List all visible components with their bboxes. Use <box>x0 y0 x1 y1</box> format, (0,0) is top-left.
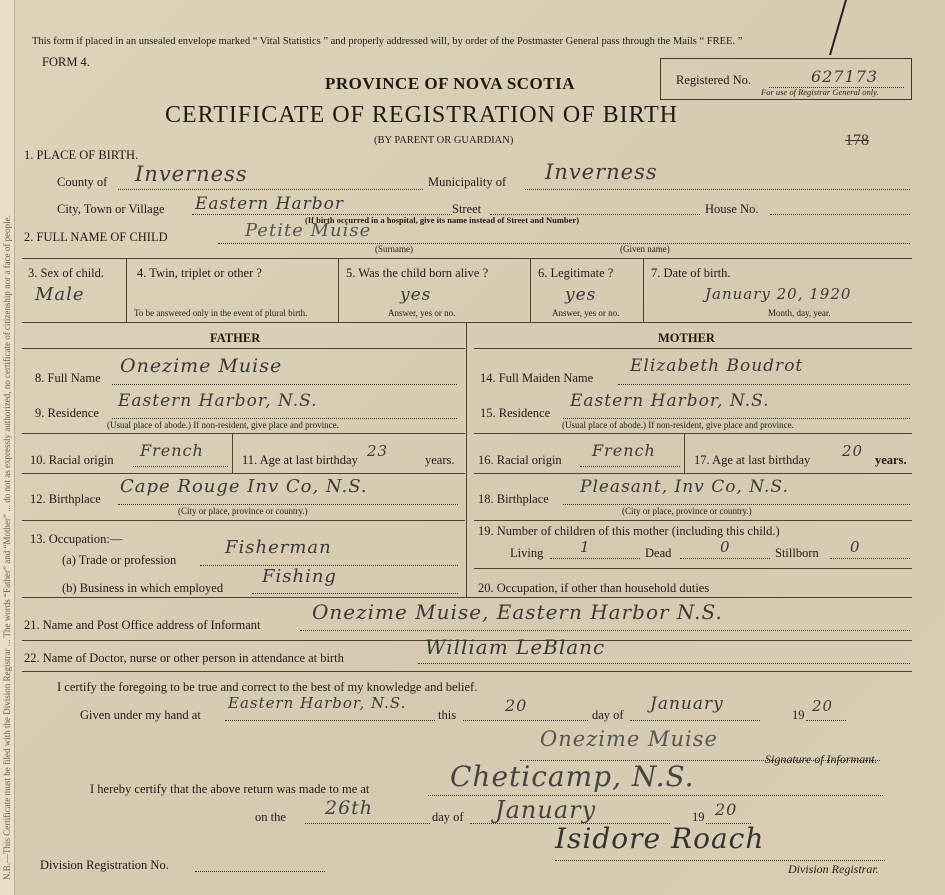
mother-residence-value: Eastern Harbor, N.S. <box>570 391 770 411</box>
registrar-note: For use of Registrar General only. <box>761 87 879 97</box>
row-divider <box>22 473 465 474</box>
street-label: Street <box>452 202 482 216</box>
divider-row3-bottom <box>22 322 912 323</box>
registrar-place-value: Cheticamp, N.S. <box>450 760 695 793</box>
binding-edge <box>0 0 15 895</box>
dead-label: Dead <box>645 546 672 560</box>
certify-statement: I certify the foregoing to be true and correct to the best of my knowledge and belief. <box>57 680 478 694</box>
col-divider <box>338 258 339 322</box>
father-name-value: Onezime Muise <box>120 355 283 377</box>
col-divider <box>530 258 531 322</box>
house-number-label: House No. <box>705 202 759 216</box>
mother-age-label: 17. Age at last birthday <box>694 453 811 467</box>
living-label: Living <box>510 546 544 560</box>
father-heading: FATHER <box>210 331 261 345</box>
col-divider <box>684 433 685 473</box>
legitimate-note: Answer, yes or no. <box>552 308 620 318</box>
registrar-signature: Isidore Roach <box>555 822 765 855</box>
mother-name-label: 14. Full Maiden Name <box>480 371 594 385</box>
mother-birthplace-label: 18. Birthplace <box>478 492 549 506</box>
registrar-month-value: January <box>495 796 597 824</box>
mother-occupation-label: 20. Occupation, if other than household duties <box>478 581 710 595</box>
street-note: (If birth occurred in a hospital, give its name instead of Street and Number) <box>305 215 580 225</box>
father-age-value: 23 <box>367 442 389 460</box>
child-name-value: Petite Muise <box>245 220 372 241</box>
certificate-subtitle: (BY PARENT OR GUARDIAN) <box>374 135 514 146</box>
father-birthplace-note: (City or place, province or country.) <box>178 506 308 516</box>
living-value: 1 <box>580 538 591 556</box>
legitimate-value: yes <box>565 285 597 305</box>
pen-stroke-mark <box>800 0 860 60</box>
registered-label: Registered No. <box>676 73 751 87</box>
certificate-title: CERTIFICATE OF REGISTRATION OF BIRTH <box>165 102 679 128</box>
born-alive-value: yes <box>400 285 432 305</box>
informant-signature: Onezime Muise <box>540 727 718 751</box>
municipality-value: Inverness <box>545 160 658 184</box>
row-divider <box>474 473 912 474</box>
stillborn-label: Stillborn <box>775 546 819 560</box>
father-business-label: (b) Business in which employed <box>62 581 224 595</box>
father-name-label: 8. Full Name <box>35 371 101 385</box>
divider-row3-top <box>22 258 912 259</box>
mother-residence-note: (Usual place of abode.) If non-resident, give place and province. <box>562 420 794 430</box>
row-divider <box>22 520 465 521</box>
father-years: years. <box>425 453 455 467</box>
father-trade-value: Fisherman <box>225 537 332 558</box>
row-divider <box>474 348 912 349</box>
children-count-label: 19. Number of children of this mother (including this child.) <box>478 524 780 538</box>
mother-birthplace-note: (City or place, province or country.) <box>622 506 752 516</box>
registrar-caption: Division Registrar. <box>788 862 879 876</box>
mother-name-value: Elizabeth Boudrot <box>630 356 804 376</box>
row-divider <box>474 433 912 434</box>
row-divider <box>474 568 912 569</box>
col-divider <box>126 258 127 322</box>
day-of-label: day of <box>592 708 624 722</box>
father-occupation-label: 13. Occupation:— <box>30 532 123 546</box>
mother-residence-label: 15. Residence <box>480 406 551 420</box>
legitimate-label: 6. Legitimate ? <box>538 266 614 280</box>
month-value: January <box>650 694 724 714</box>
dob-value: January 20, 1920 <box>705 285 852 303</box>
father-racial-label: 10. Racial origin <box>30 453 114 467</box>
registrar-year-prefix: 19 <box>692 810 705 824</box>
father-racial-value: French <box>140 441 204 460</box>
born-alive-note: Answer, yes or no. <box>388 308 456 318</box>
registered-value: 627173 <box>811 67 879 86</box>
twin-note: To be answered only in the event of plural birth. <box>134 308 308 318</box>
sex-value: Male <box>35 284 85 305</box>
parents-divider <box>466 322 467 597</box>
registered-number-box <box>660 58 912 100</box>
given-name-caption: (Given name) <box>620 244 670 254</box>
informant-value: Onezime Muise, Eastern Harbor N.S. <box>312 600 723 624</box>
county-label: County of <box>57 175 108 189</box>
registrar-day-value: 26th <box>325 797 374 819</box>
father-birthplace-value: Cape Rouge Inv Co, N.S. <box>120 476 368 497</box>
registrar-year-value: 20 <box>715 800 738 819</box>
father-age-label: 11. Age at last birthday <box>242 453 358 467</box>
county-value: Inverness <box>135 162 248 186</box>
city-value: Eastern Harbor <box>195 194 344 214</box>
mother-birthplace-value: Pleasant, Inv Co, N.S. <box>580 477 789 497</box>
sex-label: 3. Sex of child. <box>28 266 105 280</box>
edge-instructions: N.B.—This Certificate must be filed with the Division Registrar ... The words “Father” and “Mother” ... do not as expressly authorized, no certificate of citizenship nor a face of people. <box>2 215 12 880</box>
row-divider <box>22 433 465 434</box>
division-registration-label: Division Registration No. <box>40 858 169 872</box>
child-name-label: 2. FULL NAME OF CHILD <box>24 230 168 244</box>
surname-caption: (Surname) <box>375 244 413 254</box>
given-label: Given under my hand at <box>80 708 201 722</box>
father-business-value: Fishing <box>262 566 337 587</box>
row-divider <box>22 671 912 672</box>
father-residence-label: 9. Residence <box>35 406 99 420</box>
mother-racial-label: 16. Racial origin <box>478 453 562 467</box>
on-the-label: on the <box>255 810 286 824</box>
mother-heading: MOTHER <box>658 331 715 345</box>
informant-label: 21. Name and Post Office address of Informant <box>24 618 261 632</box>
col-divider <box>643 258 644 322</box>
place-of-birth-label: 1. PLACE OF BIRTH. <box>24 148 139 162</box>
year-value: 20 <box>812 697 834 715</box>
father-residence-value: Eastern Harbor, N.S. <box>118 391 318 411</box>
this-day-value: 20 <box>505 696 528 715</box>
mother-years: years. <box>875 453 907 467</box>
city-label: City, Town or Village <box>57 202 165 216</box>
year-prefix: 19 <box>792 708 805 722</box>
old-number: 178 <box>845 132 869 149</box>
col-divider <box>232 433 233 473</box>
born-alive-label: 5. Was the child born alive ? <box>346 266 489 280</box>
dob-label: 7. Date of birth. <box>651 266 731 280</box>
mailing-notice: This form if placed in an unsealed envelope marked “ Vital Statistics ” and properly addressed will, by order of the Postmaster General pass through the Mails “ FREE. ” <box>32 36 743 47</box>
father-residence-note: (Usual place of abode.) If non-resident, give place and province. <box>107 420 339 430</box>
dead-value: 0 <box>720 538 731 556</box>
informant-signature-caption: Signature of Informant. <box>765 752 878 766</box>
dob-note: Month, day, year. <box>768 308 831 318</box>
registrar-statement: I hereby certify that the above return was made to me at <box>90 782 370 796</box>
given-place-value: Eastern Harbor, N.S. <box>228 694 407 712</box>
row-divider <box>22 348 465 349</box>
form-number: FORM 4. <box>42 55 90 69</box>
doctor-value: William LeBlanc <box>425 635 606 659</box>
registrar-day-of-label: day of <box>432 810 464 824</box>
stillborn-value: 0 <box>850 538 861 556</box>
province-heading: PROVINCE OF NOVA SCOTIA <box>325 74 576 93</box>
mother-racial-value: French <box>592 441 656 460</box>
twin-label: 4. Twin, triplet or other ? <box>137 266 262 280</box>
this-label: this <box>438 708 457 722</box>
row-divider <box>474 520 912 521</box>
mother-age-value: 20 <box>842 442 864 460</box>
row-divider <box>22 597 912 598</box>
father-trade-label: (a) Trade or profession <box>62 553 177 567</box>
municipality-label: Municipality of <box>428 175 507 189</box>
father-birthplace-label: 12. Birthplace <box>30 492 101 506</box>
doctor-label: 22. Name of Doctor, nurse or other person in attendance at birth <box>24 651 344 665</box>
